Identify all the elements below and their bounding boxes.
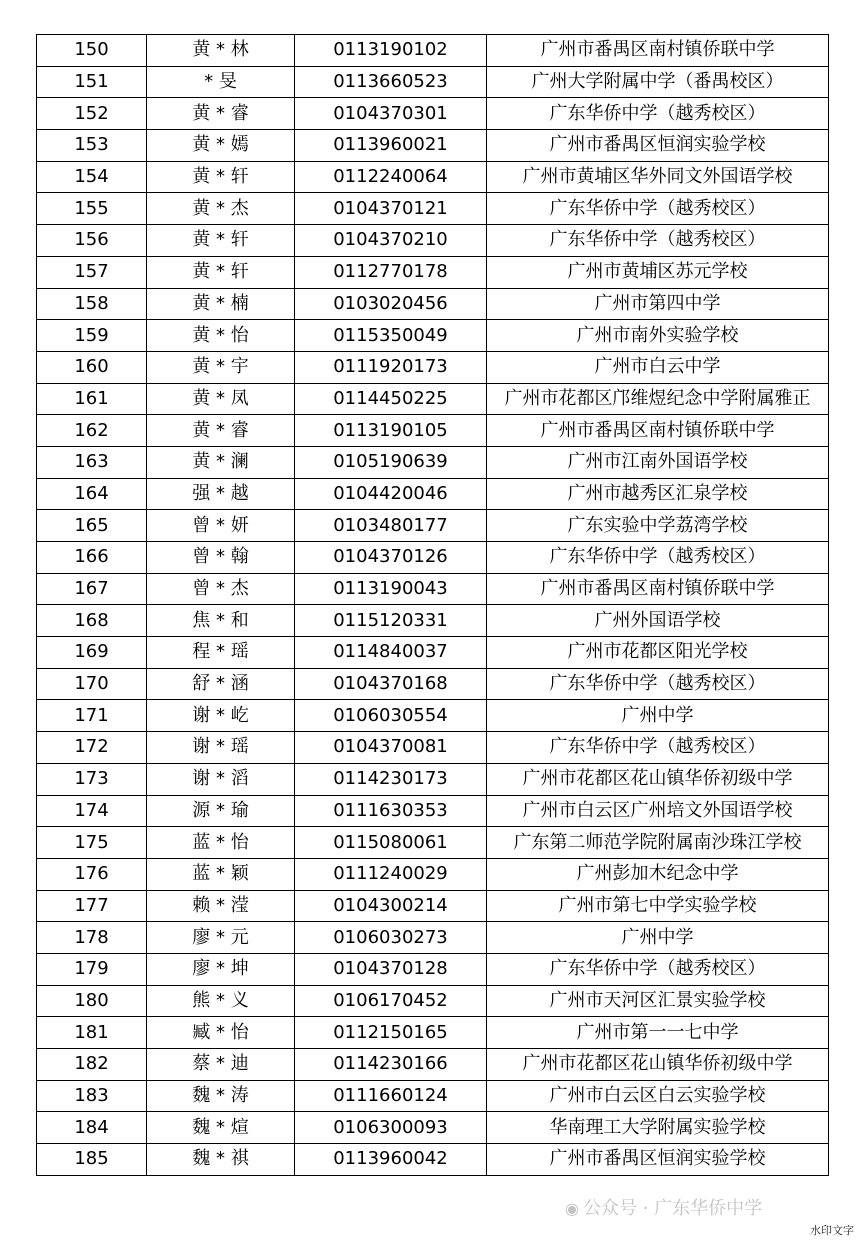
row-number-cell: 166	[37, 542, 147, 574]
row-number-cell: 168	[37, 605, 147, 637]
table-row	[37, 478, 829, 510]
row-number-cell: 157	[37, 256, 147, 288]
school-name-cell: 广州彭加木纪念中学	[487, 858, 829, 890]
row-number-cell: 182	[37, 1049, 147, 1081]
row-number-cell: 184	[37, 1112, 147, 1144]
student-name-cell: 赖 * 滢	[147, 890, 295, 922]
school-name-cell: 广州市第四中学	[487, 288, 829, 320]
table-row	[37, 1080, 829, 1112]
student-id-cell: 0111920173	[295, 351, 487, 383]
table-row	[37, 763, 829, 795]
row-number-cell: 159	[37, 320, 147, 352]
school-name-cell: 广州中学	[487, 922, 829, 954]
row-number-cell: 180	[37, 985, 147, 1017]
row-number-cell: 158	[37, 288, 147, 320]
student-id-cell: 0104370301	[295, 98, 487, 130]
row-number-cell: 162	[37, 415, 147, 447]
row-number-cell: 164	[37, 478, 147, 510]
row-number-cell: 163	[37, 446, 147, 478]
school-name-cell: 广东华侨中学（越秀校区）	[487, 98, 829, 130]
row-number-cell: 155	[37, 193, 147, 225]
table-row	[37, 415, 829, 447]
row-number-cell: 171	[37, 700, 147, 732]
table-row	[37, 288, 829, 320]
student-name-cell: 蓝 * 颖	[147, 858, 295, 890]
table-row	[37, 1112, 829, 1144]
student-id-cell: 0106030273	[295, 922, 487, 954]
student-name-cell: 魏 * 涛	[147, 1080, 295, 1112]
table-row	[37, 668, 829, 700]
student-id-cell: 0114450225	[295, 383, 487, 415]
student-name-cell: 黄 * 澜	[147, 446, 295, 478]
row-number-cell: 152	[37, 98, 147, 130]
school-name-cell: 广州市白云区白云实验学校	[487, 1080, 829, 1112]
watermark-text: 公众号 · 广东华侨中学	[582, 1198, 763, 1219]
school-name-cell: 广州市番禺区南村镇侨联中学	[487, 35, 829, 67]
student-name-cell: 臧 * 怡	[147, 1017, 295, 1049]
row-number-cell: 153	[37, 130, 147, 162]
school-name-cell: 广东华侨中学（越秀校区）	[487, 193, 829, 225]
school-name-cell: 广州市番禺区恒润实验学校	[487, 130, 829, 162]
student-id-cell: 0106170452	[295, 985, 487, 1017]
table-row	[37, 732, 829, 764]
table-row	[37, 351, 829, 383]
school-name-cell: 广州市黄埔区苏元学校	[487, 256, 829, 288]
student-id-cell: 0111630353	[295, 795, 487, 827]
row-number-cell: 179	[37, 953, 147, 985]
row-number-cell: 156	[37, 225, 147, 257]
school-name-cell: 广州市天河区汇景实验学校	[487, 985, 829, 1017]
row-number-cell: 154	[37, 161, 147, 193]
student-id-cell: 0113960021	[295, 130, 487, 162]
table-row	[37, 542, 829, 574]
student-name-cell: 魏 * 煊	[147, 1112, 295, 1144]
school-name-cell: 广州市花都区花山镇华侨初级中学	[487, 763, 829, 795]
school-name-cell: 广州市白云中学	[487, 351, 829, 383]
table-row	[37, 98, 829, 130]
school-name-cell: 广州市花都区邝维煜纪念中学附属雅正	[487, 383, 829, 415]
student-id-cell: 0104370128	[295, 953, 487, 985]
table-row	[37, 795, 829, 827]
school-name-cell: 广州大学附属中学（番禺校区）	[487, 66, 829, 98]
wechat-icon: ◉	[565, 1199, 579, 1218]
student-id-cell: 0104370210	[295, 225, 487, 257]
row-number-cell: 151	[37, 66, 147, 98]
school-name-cell: 广州市番禺区南村镇侨联中学	[487, 415, 829, 447]
student-name-cell: 程 * 瑶	[147, 637, 295, 669]
student-name-cell: 黄 * 楠	[147, 288, 295, 320]
school-name-cell: 广州市白云区广州培文外国语学校	[487, 795, 829, 827]
corner-watermark-label: 水印文字	[810, 1224, 854, 1237]
student-name-cell: 舒 * 涵	[147, 668, 295, 700]
school-name-cell: 广东第二师范学院附属南沙珠江学校	[487, 827, 829, 859]
student-name-cell: 黄 * 怡	[147, 320, 295, 352]
student-name-cell: 熊 * 义	[147, 985, 295, 1017]
student-id-cell: 0111240029	[295, 858, 487, 890]
student-id-cell: 0106300093	[295, 1112, 487, 1144]
school-name-cell: 广东华侨中学（越秀校区）	[487, 953, 829, 985]
student-name-cell: 黄 * 睿	[147, 98, 295, 130]
school-name-cell: 广东华侨中学（越秀校区）	[487, 542, 829, 574]
table-row	[37, 827, 829, 859]
school-name-cell: 广州中学	[487, 700, 829, 732]
student-name-cell: 蓝 * 怡	[147, 827, 295, 859]
school-name-cell: 广东实验中学荔湾学校	[487, 510, 829, 542]
student-id-cell: 0104370121	[295, 193, 487, 225]
student-name-cell: 魏 * 祺	[147, 1144, 295, 1176]
row-number-cell: 150	[37, 35, 147, 67]
student-id-cell: 0115080061	[295, 827, 487, 859]
row-number-cell: 165	[37, 510, 147, 542]
student-name-cell: 黄 * 杰	[147, 193, 295, 225]
row-number-cell: 185	[37, 1144, 147, 1176]
table-row	[37, 193, 829, 225]
student-name-cell: 曾 * 翰	[147, 542, 295, 574]
row-number-cell: 173	[37, 763, 147, 795]
row-number-cell: 177	[37, 890, 147, 922]
table-row	[37, 985, 829, 1017]
student-id-cell: 0113660523	[295, 66, 487, 98]
table-row	[37, 637, 829, 669]
school-name-cell: 华南理工大学附属实验学校	[487, 1112, 829, 1144]
student-name-cell: 黄 * 宇	[147, 351, 295, 383]
student-id-cell: 0104420046	[295, 478, 487, 510]
table-row	[37, 700, 829, 732]
student-name-cell: 谢 * 瑶	[147, 732, 295, 764]
student-id-cell: 0114230173	[295, 763, 487, 795]
row-number-cell: 160	[37, 351, 147, 383]
watermark	[565, 1194, 762, 1220]
student-name-cell: 焦 * 和	[147, 605, 295, 637]
school-name-cell: 广州市第一一七中学	[487, 1017, 829, 1049]
student-name-cell: 黄 * 轩	[147, 161, 295, 193]
student-id-cell: 0113190102	[295, 35, 487, 67]
student-id-cell: 0112240064	[295, 161, 487, 193]
student-id-cell: 0103020456	[295, 288, 487, 320]
student-name-cell: 黄 * 凤	[147, 383, 295, 415]
student-id-cell: 0104300214	[295, 890, 487, 922]
row-number-cell: 181	[37, 1017, 147, 1049]
table-row	[37, 953, 829, 985]
table-row	[37, 510, 829, 542]
school-name-cell: 广州市江南外国语学校	[487, 446, 829, 478]
school-name-cell: 广州外国语学校	[487, 605, 829, 637]
student-id-cell: 0113960042	[295, 1144, 487, 1176]
row-number-cell: 167	[37, 573, 147, 605]
student-id-cell: 0106030554	[295, 700, 487, 732]
student-name-cell: 黄 * 轩	[147, 256, 295, 288]
table-body	[37, 35, 829, 1176]
row-number-cell: 169	[37, 637, 147, 669]
student-id-cell: 0112770178	[295, 256, 487, 288]
table-row	[37, 35, 829, 67]
school-name-cell: 广州市花都区阳光学校	[487, 637, 829, 669]
school-name-cell: 广州市黄埔区华外同文外国语学校	[487, 161, 829, 193]
table-row	[37, 130, 829, 162]
student-name-cell: 强 * 越	[147, 478, 295, 510]
school-name-cell: 广州市第七中学实验学校	[487, 890, 829, 922]
student-name-cell: 谢 * 屹	[147, 700, 295, 732]
student-name-cell: 黄 * 嫣	[147, 130, 295, 162]
student-id-cell: 0111660124	[295, 1080, 487, 1112]
table-row	[37, 890, 829, 922]
student-id-cell: 0115120331	[295, 605, 487, 637]
student-name-cell: 廖 * 坤	[147, 953, 295, 985]
table-row	[37, 1144, 829, 1176]
student-name-cell: 源 * 瑜	[147, 795, 295, 827]
student-name-cell: 黄 * 轩	[147, 225, 295, 257]
school-name-cell: 广州市花都区花山镇华侨初级中学	[487, 1049, 829, 1081]
row-number-cell: 176	[37, 858, 147, 890]
student-id-cell: 0113190043	[295, 573, 487, 605]
school-name-cell: 广州市番禺区南村镇侨联中学	[487, 573, 829, 605]
table-row	[37, 922, 829, 954]
school-name-cell: 广州市南外实验学校	[487, 320, 829, 352]
row-number-cell: 183	[37, 1080, 147, 1112]
student-id-cell: 0115350049	[295, 320, 487, 352]
table-row	[37, 383, 829, 415]
table-row	[37, 256, 829, 288]
student-id-cell: 0105190639	[295, 446, 487, 478]
row-number-cell: 178	[37, 922, 147, 954]
student-name-cell: 曾 * 杰	[147, 573, 295, 605]
table-row	[37, 66, 829, 98]
table-row	[37, 225, 829, 257]
school-name-cell: 广东华侨中学（越秀校区）	[487, 668, 829, 700]
table-row	[37, 605, 829, 637]
student-id-cell: 0103480177	[295, 510, 487, 542]
table-row	[37, 1017, 829, 1049]
student-name-cell: 黄 * 睿	[147, 415, 295, 447]
student-id-cell: 0113190105	[295, 415, 487, 447]
student-name-cell: * 旻	[147, 66, 295, 98]
row-number-cell: 175	[37, 827, 147, 859]
school-name-cell: 广东华侨中学（越秀校区）	[487, 225, 829, 257]
row-number-cell: 170	[37, 668, 147, 700]
student-id-cell: 0104370081	[295, 732, 487, 764]
table-row	[37, 446, 829, 478]
row-number-cell: 172	[37, 732, 147, 764]
school-name-cell: 广东华侨中学（越秀校区）	[487, 732, 829, 764]
student-name-cell: 谢 * 滔	[147, 763, 295, 795]
student-list-table	[36, 34, 829, 1176]
table-row	[37, 1049, 829, 1081]
student-id-cell: 0104370126	[295, 542, 487, 574]
student-id-cell: 0104370168	[295, 668, 487, 700]
student-id-cell: 0114230166	[295, 1049, 487, 1081]
table-row	[37, 320, 829, 352]
school-name-cell: 广州市越秀区汇泉学校	[487, 478, 829, 510]
table-row	[37, 858, 829, 890]
table-row	[37, 573, 829, 605]
table-row	[37, 161, 829, 193]
student-name-cell: 蔡 * 迪	[147, 1049, 295, 1081]
school-name-cell: 广州市番禺区恒润实验学校	[487, 1144, 829, 1176]
student-name-cell: 曾 * 妍	[147, 510, 295, 542]
student-name-cell: 黄 * 林	[147, 35, 295, 67]
row-number-cell: 174	[37, 795, 147, 827]
student-name-cell: 廖 * 元	[147, 922, 295, 954]
student-id-cell: 0114840037	[295, 637, 487, 669]
student-id-cell: 0112150165	[295, 1017, 487, 1049]
row-number-cell: 161	[37, 383, 147, 415]
